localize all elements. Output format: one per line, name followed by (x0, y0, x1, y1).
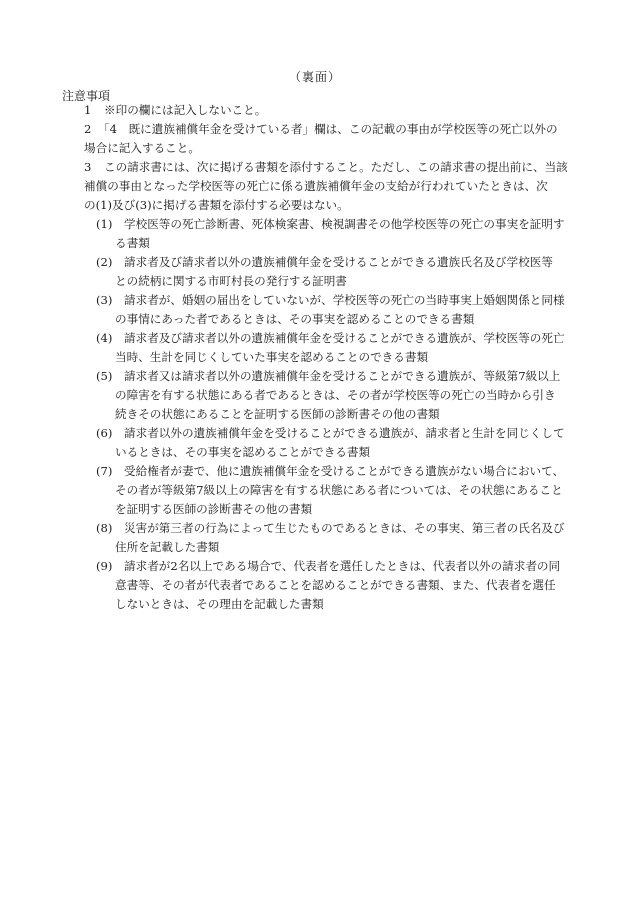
item-number: (2) (96, 255, 113, 269)
item-text: の障害を有する状態にある者であるときは、その者が学校医等の死亡の当時から引き (115, 388, 556, 402)
item-number: (4) (96, 331, 113, 345)
item-text: 請求者又は請求者以外の遺族補償年金を受けることができる遺族が、等級第7級以上 (124, 369, 561, 383)
item-text: 請求者及び請求者以外の遺族補償年金を受けることができる遺族が、学校医等の死亡 (124, 331, 565, 345)
item-number: (6) (96, 426, 113, 440)
item-text: 請求者及び請求者以外の遺族補償年金を受けることができる遺族氏名及び学校医等 (124, 255, 553, 269)
note-number: 3 (84, 160, 92, 174)
item-text: 請求者以外の遺族補償年金を受けることができる遺族が、請求者と生計を同じくして (124, 426, 565, 440)
note-number: 1 (84, 103, 92, 117)
note-text: ※印の欄には記入しないこと。 (104, 103, 267, 117)
item-number: (5) (96, 369, 113, 383)
item-number: (1) (96, 217, 113, 231)
page-side-label: （裏面） (288, 70, 341, 84)
item-text: 当時、生計を同じくしていた事実を認めることのできる書類 (115, 350, 429, 364)
item-text: 住所を記載した書類 (115, 540, 220, 554)
note-number: 2 (84, 122, 92, 136)
item-text: 災害が第三者の行為によって生じたものであるときは、その事実、第三者の氏名及び (124, 521, 565, 535)
item-text: との続柄に関する市町村長の発行する証明書 (115, 274, 347, 288)
item-number: (9) (96, 559, 113, 573)
item-text: 請求者が、婚姻の届出をしていないが、学校医等の死亡の当時事実上婚姻関係と同様 (124, 293, 565, 307)
note-text: この請求書には、次に掲げる書類を添付すること。ただし、この請求書の提出前に、当該 (104, 160, 568, 174)
item-text: 続きその状態にあることを証明する医師の診断書その他の書類 (115, 407, 440, 421)
item-number: (3) (96, 293, 113, 307)
notes-heading: 注意事項 (62, 89, 111, 103)
item-text: いるときは、その事実を認めることができる書類 (115, 445, 371, 459)
note-text: 「4 既に遺族補償年金を受けている者」欄は、この記載の事由が学校医等の死亡以外の (98, 122, 558, 136)
item-text: を証明する医師の診断書その他の書類 (115, 502, 313, 516)
note-text: の(1)及び(3)に掲げる書類を添付する必要はない。 (84, 198, 349, 212)
item-text: の事情にあった者であるときは、その事実を認めることのできる書類 (115, 312, 475, 326)
note-text: 補償の事由となった学校医等の死亡に係る遺族補償年金の支給が行われていたときは、次 (84, 179, 548, 193)
item-text: その者が等級第7級以上の障害を有する状態にある者については、その状態にあること (115, 483, 563, 497)
item-number: (8) (96, 521, 113, 535)
item-text: 意書等、その者が代表者であることを認めることができる書類、また、代表者を選任 (115, 578, 556, 592)
item-text: 受給権者が妻で、他に遺族補償年金を受けることができる遺族がない場合において、 (124, 464, 565, 478)
item-number: (7) (96, 464, 113, 478)
item-text: しないときは、その理由を記載した書類 (115, 597, 324, 611)
item-text: る書類 (115, 236, 150, 250)
item-text: 請求者が2名以上である場合で、代表者を選任したときは、代表者以外の請求者の同 (124, 559, 561, 573)
item-text: 学校医等の死亡診断書、死体検案書、検視調書その他学校医等の死亡の事実を証明す (124, 217, 565, 231)
note-text: 場合に記入すること。 (84, 141, 200, 155)
